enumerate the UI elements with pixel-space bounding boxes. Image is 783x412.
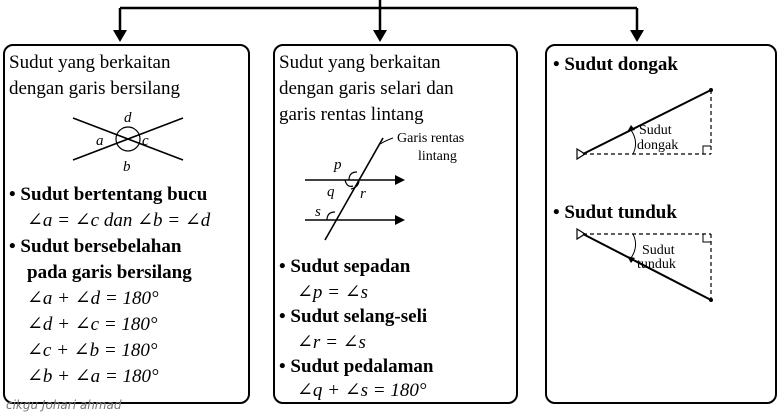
box2-title-line1: Sudut yang berkaitan — [279, 52, 441, 73]
angle-of-depression-diagram — [567, 224, 767, 304]
depression-heading: • Sudut tunduk — [553, 202, 677, 223]
box2-title-line3: garis rentas lintang — [279, 104, 424, 125]
arrow-head-left — [113, 30, 127, 42]
adjacent-equation-3: ∠c + ∠b = 180° — [27, 340, 158, 361]
label-a: a — [96, 133, 104, 149]
alternate-equation: ∠r = ∠s — [297, 332, 366, 353]
adjacent-equation-2: ∠d + ∠c = 180° — [27, 314, 158, 335]
depression-label-line1: Sudut — [642, 243, 675, 258]
angle-arc-q — [345, 180, 353, 186]
label-d: d — [124, 110, 132, 126]
angle-of-elevation-diagram — [567, 82, 767, 162]
box2-title-line2: dengan garis selari dan — [279, 78, 454, 99]
depression-angle-arc — [631, 234, 636, 258]
elevation-right-angle — [703, 146, 711, 154]
elevation-label-line1: Sudut — [639, 123, 672, 138]
interior-equation: ∠q + ∠s = 180° — [297, 380, 427, 401]
depression-angle-arrow — [627, 256, 635, 263]
connector-arrows — [0, 0, 783, 46]
corresponding-equation: ∠p = ∠s — [297, 282, 369, 303]
box1-title-line2: dengan garis bersilang — [9, 78, 180, 99]
parallel-arrow-top — [395, 175, 405, 185]
arrow-head-middle — [373, 30, 387, 42]
vertically-opposite-heading: • Sudut bertentang bucu — [9, 184, 208, 205]
parallel-arrow-bottom — [395, 215, 405, 225]
elevation-depression-box — [545, 44, 777, 404]
arrow-head-right — [630, 30, 644, 42]
interior-angles-heading: • Sudut pedalaman — [279, 356, 434, 377]
transversal-label-line1: Garis rentas — [397, 132, 465, 146]
handwritten-signature: cikgu Johari ahmad — [6, 398, 122, 412]
adjacent-equation-4: ∠b + ∠a = 180° — [27, 366, 159, 387]
adjacent-equation-1: ∠a + ∠d = 180° — [27, 288, 159, 309]
label-p: p — [334, 157, 342, 173]
box1-title-line1: Sudut yang berkaitan — [9, 52, 171, 73]
depression-right-angle — [703, 234, 711, 242]
elevation-heading: • Sudut dongak — [553, 54, 678, 75]
intersecting-lines-diagram — [55, 108, 205, 178]
label-b: b — [123, 159, 131, 175]
parallel-lines-box — [273, 44, 518, 404]
elevation-label-line2: dongak — [637, 138, 679, 153]
transversal-label-line2: lintang — [418, 149, 457, 164]
parallel-lines-diagram — [285, 132, 505, 242]
angle-arc-s — [327, 212, 335, 220]
angle-arc-p — [349, 172, 357, 180]
corresponding-angles-heading: • Sudut sepadan — [279, 256, 411, 277]
label-c: c — [142, 133, 149, 149]
alternate-angles-heading: • Sudut selang-seli — [279, 306, 428, 327]
intersecting-lines-box — [3, 44, 250, 404]
adjacent-angles-heading-2: pada garis bersilang — [27, 262, 192, 283]
depression-label-line2: tunduk — [637, 257, 676, 272]
vertically-opposite-equation: ∠a = ∠c dan ∠b = ∠d — [27, 210, 211, 231]
adjacent-angles-heading-1: • Sudut bersebelahan — [9, 236, 182, 257]
label-r: r — [360, 186, 366, 202]
elevation-angle-arrow — [627, 125, 635, 132]
label-q: q — [327, 184, 335, 200]
elevation-angle-arc — [631, 130, 636, 154]
label-s: s — [315, 204, 321, 220]
